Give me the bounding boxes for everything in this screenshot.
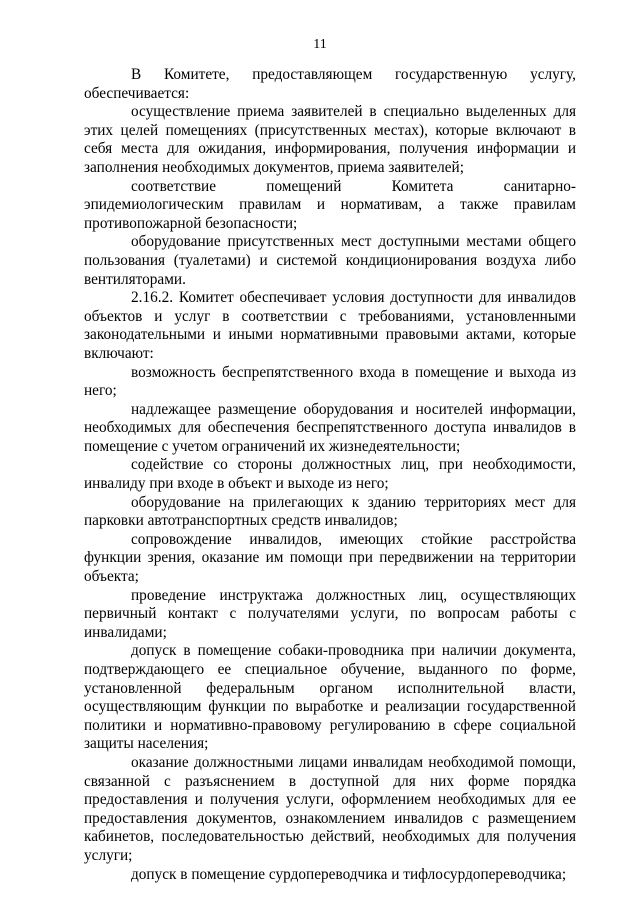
list-item-staff-briefing: проведение инструктажа должностных лиц, осуществляющих первичный контакт с получателями услуги, по вопросам работы с инвалидами; <box>84 586 576 641</box>
list-item-equipment-placement: надлежащее размещение оборудования и носителей информации, необходимых для обеспечения беспрепятственного доступа инвалидов в помещение с учетом ограничений их жизнедеятельности; <box>84 400 576 455</box>
list-item-parking: оборудование на прилегающих к зданию территориях мест для парковки автотранспортных средств инвалидов; <box>84 493 576 530</box>
page-number: 11 <box>313 37 327 52</box>
list-item-explanation-help: оказание должностными лицами инвалидам необходимой помощи, связанной с разъяснением в доступной для них форме порядка предоставления и получения услуги, оформлением необходимых для ее предоставления документов, ознакомлением инвалидов с размещением кабинетов, последовательностью действий, необходимых для получения услуги; <box>84 753 576 864</box>
paragraph-sanitary-compliance: соответствие помещений Комитета санитарно-эпидемиологическим правилам и нормативам, а также правилам противопожарной безопасности; <box>84 177 576 232</box>
list-item-visually-impaired: сопровождение инвалидов, имеющих стойкие расстройства функции зрения, оказание им помощи при передвижении на территории объекта; <box>84 530 576 586</box>
list-item-staff-assistance: содействие со стороны должностных лиц, при необходимости, инвалиду при входе в объект и выходе из него; <box>84 456 576 493</box>
paragraph-public-facilities: оборудование присутственных мест доступными местами общего пользования (туалетами) и системой кондиционирования воздуха либо вентиляторами. <box>84 233 576 288</box>
paragraph-reception-premises: осуществление приема заявителей в специально выделенных для этих целей помещениях (присутственных местах), которые включают в себя места для ожидания, информирования, получения информации и заполнения необходимых документов, приема заявителей; <box>84 103 576 176</box>
paragraph-section-2-16-2: 2.16.2. Комитет обеспечивает условия доступности для инвалидов объектов и услуг в соответствии с требованиями, установленными законодательными и иными нормативными правовыми актами, которые включают: <box>84 289 576 362</box>
document-body <box>84 66 576 884</box>
list-item-guide-dog: допуск в помещение собаки-проводника при наличии документа, подтверждающего ее специальное обучение, выданного по форме, установленной федеральным органом исполнительной власти, осуществляющим функции по выработке и реализации государственной политики и нормативно-правовому регулированию в сфере социальной защиты населения; <box>84 642 576 753</box>
paragraph-committee-provides: В Комитете, предоставляющем государственную услугу, обеспечивается: <box>84 66 576 102</box>
list-item-sign-interpreter: допуск в помещение сурдопереводчика и тифлосурдопереводчика; <box>131 865 567 883</box>
list-item-entrance-exit: возможность беспрепятственного входа в помещение и выхода из него; <box>84 363 576 400</box>
